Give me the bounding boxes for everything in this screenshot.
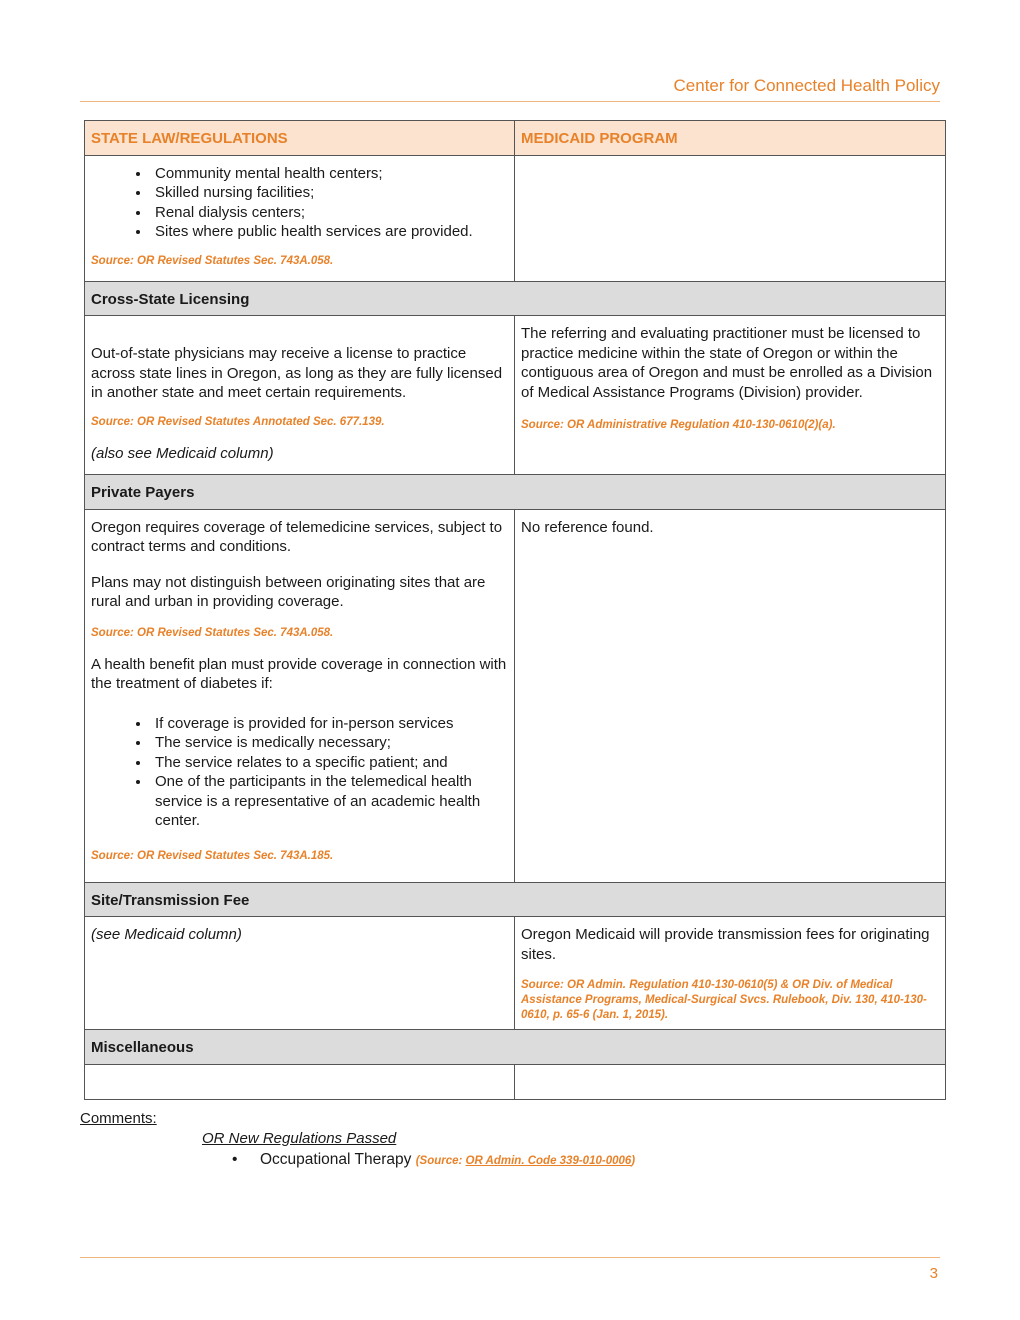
list-item: • The service is medically necessary; — [151, 733, 508, 753]
cross-state-medicaid-cell — [515, 316, 946, 475]
list-item: • Skilled nursing facilities; — [151, 183, 508, 203]
list-item: • If coverage is provided for in-person services — [151, 714, 508, 734]
bullet-icon: • — [232, 1151, 238, 1168]
table-row — [85, 917, 946, 1030]
section-row — [85, 882, 946, 917]
new-regulations-heading: OR New Regulations Passed — [202, 1130, 397, 1147]
source-citation: Source: OR Admin. Regulation 410-130-0610(5) & OR Div. of Medical Assistance Programs, Medical-Surgical Svcs. Rulebook, Div. 130, 410-130-0610, p. 65-6 (Jan. 1, 2015). — [521, 979, 927, 1021]
section-title-site-fee: Site/Transmission Fee — [85, 882, 946, 917]
footer-rule — [80, 1257, 940, 1258]
source-citation: Source: OR Revised Statutes Sec. 743A.058. — [91, 254, 334, 267]
private-payers-medicaid-cell — [515, 509, 946, 882]
header-rule — [80, 101, 940, 102]
section-row — [85, 475, 946, 510]
site-fee-medicaid-text: Oregon Medicaid will provide transmission fees for originating sites. — [521, 926, 930, 963]
empty-cell — [85, 1064, 515, 1099]
regulation-name: Occupational Therapy — [260, 1151, 412, 1168]
source-citation: Source: OR Administrative Regulation 410-130-0610(2)(a). — [521, 419, 836, 431]
table-header-row — [85, 121, 946, 156]
header-title: Center for Connected Health Policy — [673, 76, 940, 95]
table-row — [85, 316, 946, 475]
regulation-source — [416, 1155, 635, 1167]
no-reference-text: No reference found. — [521, 518, 654, 536]
empty-cell — [515, 155, 946, 281]
section-title-cross-state: Cross-State Licensing — [85, 281, 946, 316]
list-item: • The service relates to a specific patient; and — [151, 753, 508, 773]
source-prefix: (Source: — [415, 1155, 466, 1167]
page-number: 3 — [929, 1265, 938, 1282]
section-title-private-payers: Private Payers — [85, 475, 946, 510]
source-suffix: ) — [631, 1155, 636, 1167]
table-row — [85, 509, 946, 882]
see-medicaid-note: (also see Medicaid column) — [91, 444, 274, 462]
condition-list — [91, 714, 508, 831]
col-header-state-law: STATE LAW/REGULATIONS — [85, 121, 515, 156]
comments-label: Comments: — [80, 1110, 157, 1127]
regulation-item — [232, 1151, 635, 1169]
policy-table — [84, 120, 946, 1100]
table-row — [85, 155, 946, 281]
col-header-medicaid: MEDICAID PROGRAM — [515, 121, 946, 156]
list-item: • Community mental health centers; — [151, 164, 508, 184]
section-row — [85, 281, 946, 316]
site-fee-medicaid-cell — [515, 917, 946, 1030]
paragraph: Oregon requires coverage of telemedicine services, subject to contract terms and conditions. — [91, 518, 503, 555]
section-title-misc: Miscellaneous — [85, 1030, 946, 1065]
source-citation: Source: OR Revised Statutes Sec. 743A.058. — [91, 626, 334, 639]
source-citation: Source: OR Revised Statutes Annotated Sec. 677.139. — [91, 415, 385, 428]
facility-list — [91, 164, 508, 242]
continued-cell — [85, 155, 515, 281]
cross-state-medicaid-text: The referring and evaluating practitioner must be licensed to practice medicine within the state of Oregon or within the contiguous area of Oregon and must be enrolled as a Division of Medical Assistance Programs (Division) provider. — [521, 325, 933, 401]
source-link[interactable]: OR Admin. Code 339-010-0006 — [465, 1155, 632, 1167]
cross-state-law-cell — [85, 316, 515, 475]
empty-cell — [515, 1064, 946, 1099]
cross-state-law-text: Out-of-state physicians may receive a license to practice across state lines in Oregon, as long as they are fully licensed in another state and meet certain requirements. — [91, 345, 503, 401]
site-fee-law-cell — [85, 917, 515, 1030]
paragraph: A health benefit plan must provide coverage in connection with the treatment of diabetes if: — [91, 655, 507, 692]
section-row — [85, 1030, 946, 1065]
source-citation: Source: OR Revised Statutes Sec. 743A.185. — [91, 849, 334, 862]
list-item: • One of the participants in the telemedical health service is a representative of an academic health center. — [151, 772, 508, 831]
list-item: • Sites where public health services are provided. — [151, 222, 508, 242]
see-medicaid-note: (see Medicaid column) — [91, 926, 242, 943]
paragraph: Plans may not distinguish between originating sites that are rural and urban in providing coverage. — [91, 573, 486, 610]
list-item: • Renal dialysis centers; — [151, 203, 508, 223]
private-payers-law-cell — [85, 509, 515, 882]
table-row — [85, 1064, 946, 1099]
